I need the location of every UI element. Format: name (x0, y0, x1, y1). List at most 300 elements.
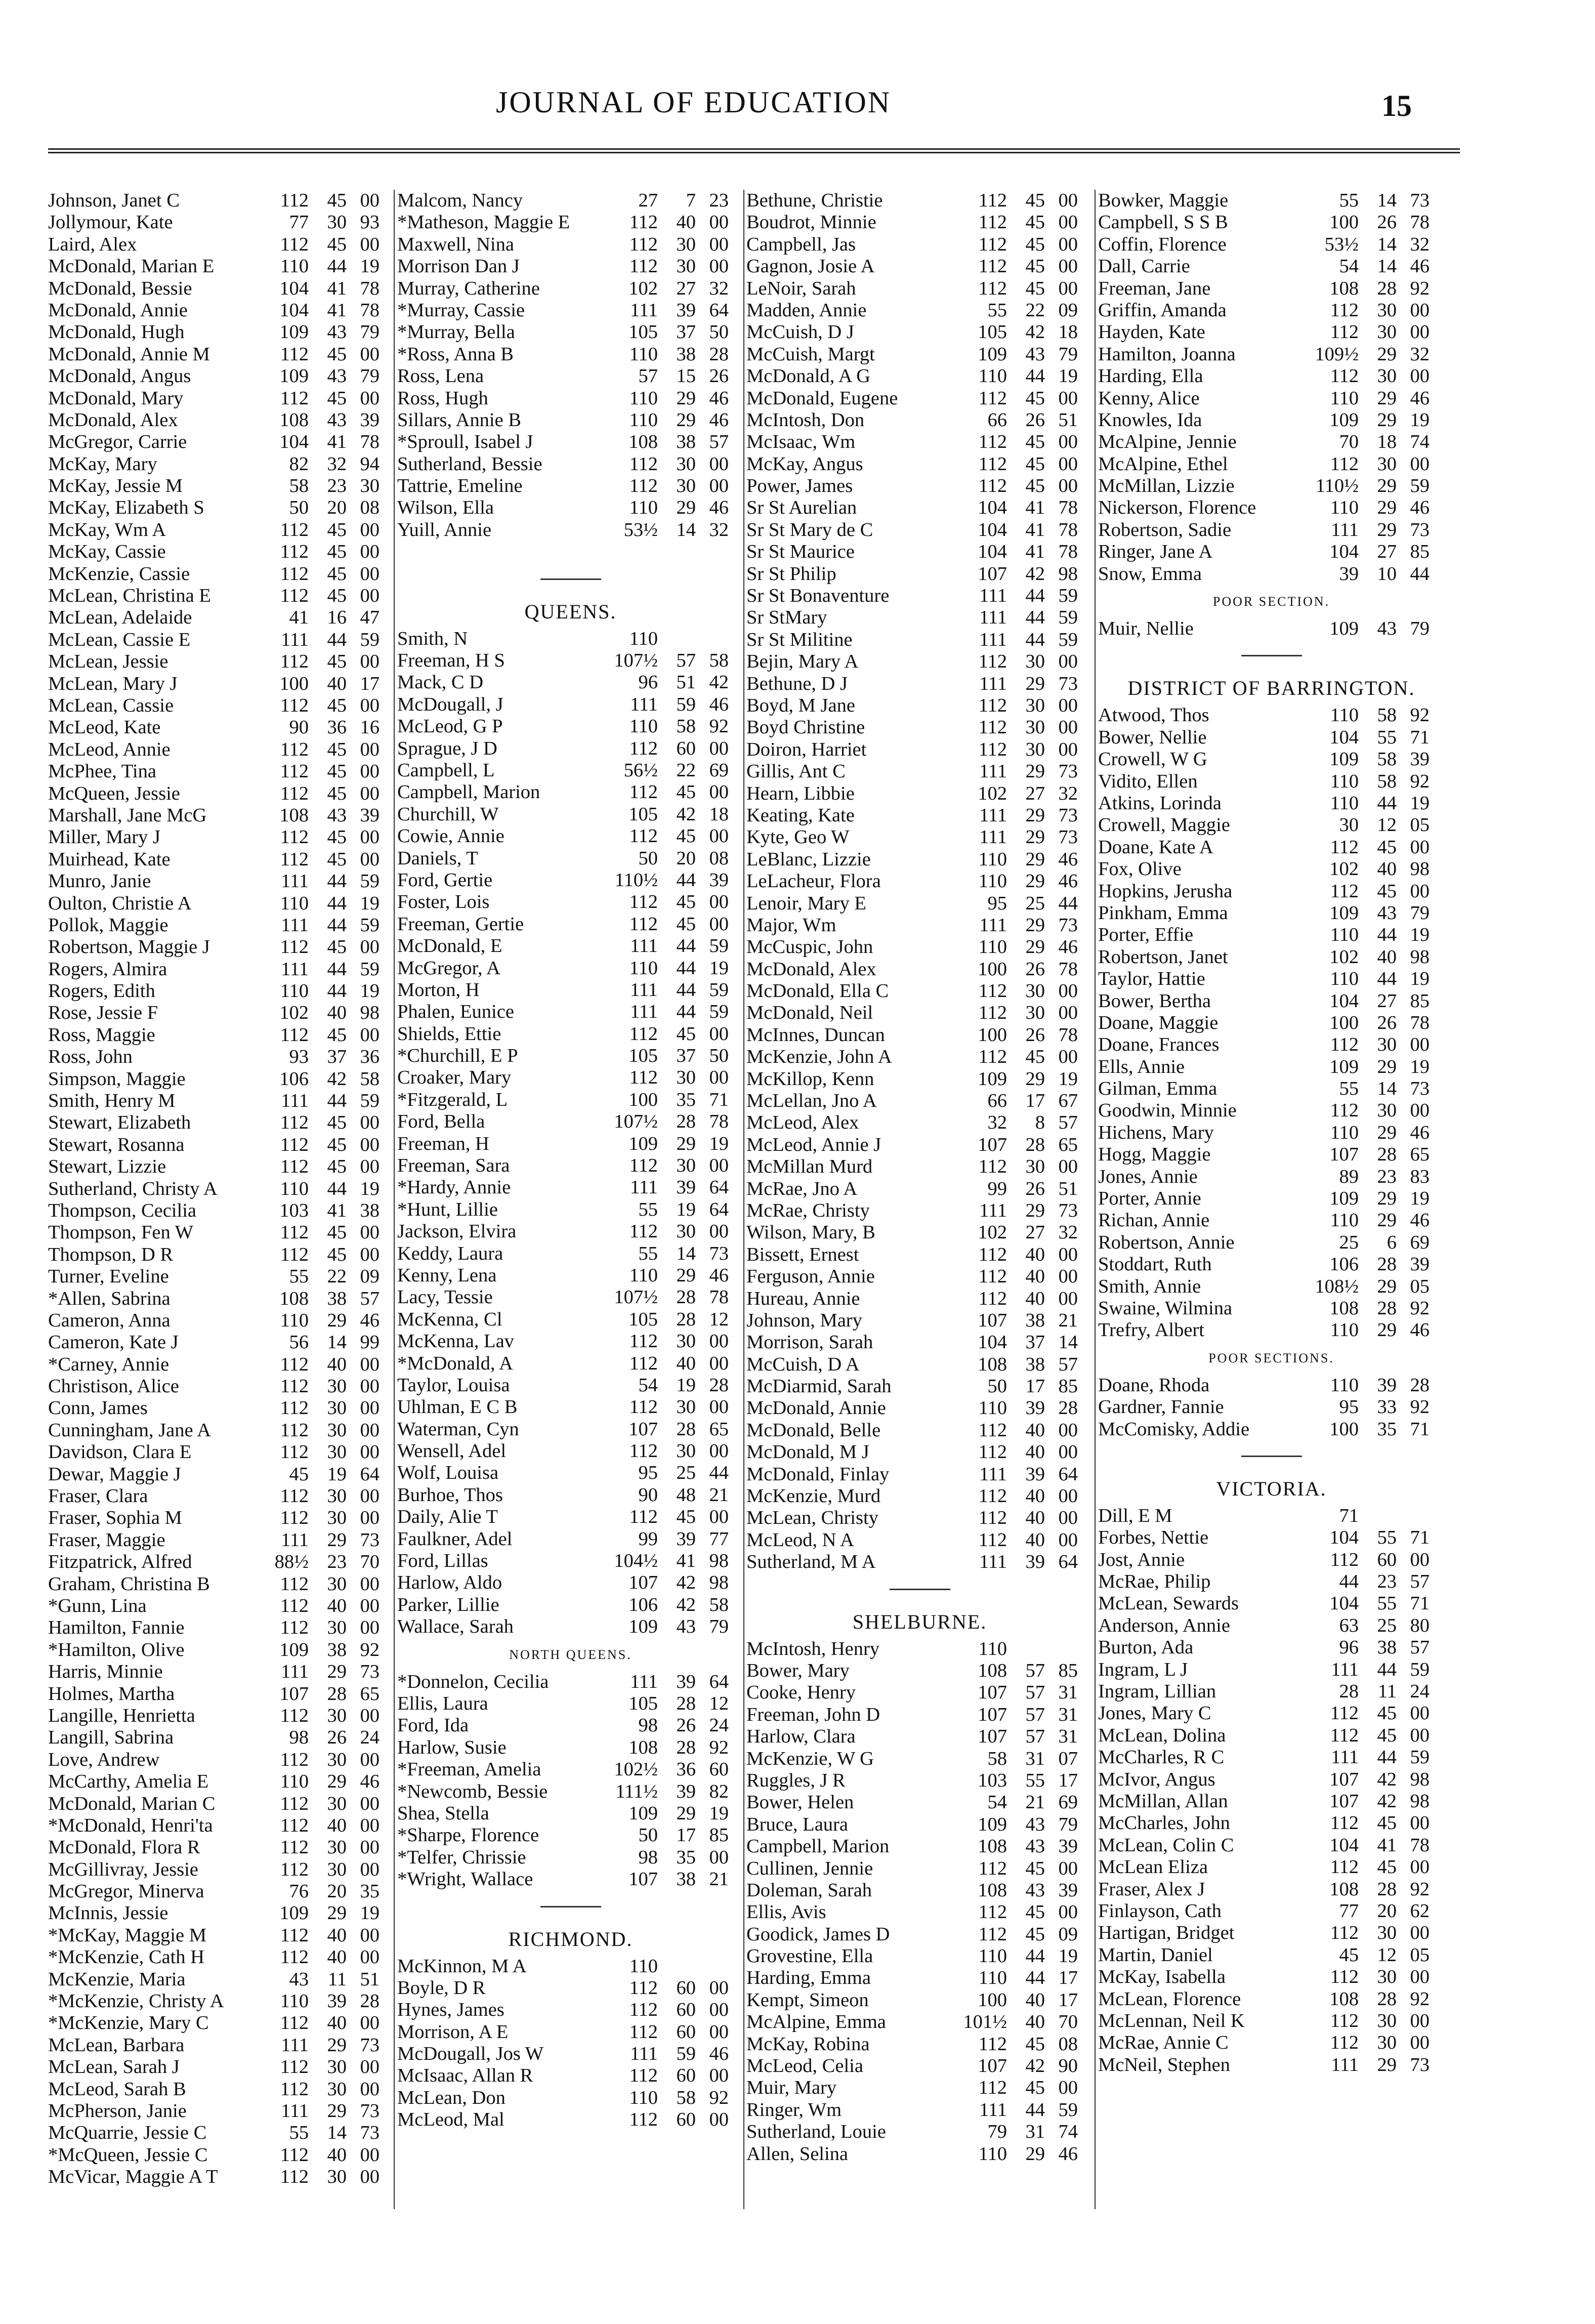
grant-cents: 79 (1410, 902, 1430, 924)
table-row (48, 739, 395, 761)
grant-dollars: 20 (676, 847, 696, 869)
grant-dollars: 14 (1377, 256, 1397, 277)
grant-dollars: 45 (1025, 2033, 1045, 2055)
table-row (397, 2065, 744, 2087)
days-taught: 44 (1339, 1571, 1359, 1593)
grant-cents: 73 (1410, 519, 1430, 541)
table-row (397, 1353, 744, 1375)
teacher-name: *Gunn, Lina (48, 1595, 147, 1616)
grant-dollars: 44 (1025, 1967, 1045, 1989)
days-taught: 112 (978, 738, 1007, 760)
table-row (48, 1002, 395, 1024)
teacher-name: McLean, Cassie (48, 694, 174, 716)
teacher-name: LeLacheur, Flora (746, 870, 881, 892)
table-row (746, 475, 1093, 497)
days-taught: 104 (978, 541, 1007, 563)
days-taught: 110 (280, 892, 309, 914)
grant-cents: 59 (1410, 1747, 1430, 1768)
days-taught: 112 (629, 737, 658, 759)
grant-cents: 39 (1410, 749, 1430, 770)
grant-cents: 39 (360, 409, 380, 431)
grant-cents: 00 (360, 1793, 380, 1814)
grant-cents: 46 (1410, 1319, 1430, 1341)
table-row (746, 431, 1093, 453)
teacher-name: McIsaac, Allan R (397, 2065, 533, 2087)
teacher-name: Rogers, Almira (48, 958, 167, 980)
grant-dollars: 40 (327, 1946, 347, 1968)
days-taught: 105 (628, 1045, 658, 1067)
grant-cents: 08 (709, 847, 729, 869)
grant-cents: 21 (1058, 1309, 1078, 1331)
grant-dollars: 28 (327, 1683, 347, 1705)
table-row (746, 1770, 1093, 1792)
grant-dollars: 45 (327, 651, 347, 673)
grant-cents: 32 (1058, 1222, 1078, 1243)
grant-dollars: 43 (327, 365, 347, 387)
grant-cents: 59 (1410, 1658, 1430, 1680)
grant-dollars: 39 (676, 299, 696, 321)
grant-dollars: 30 (327, 2056, 347, 2078)
grant-dollars: 55 (1377, 1527, 1397, 1549)
table-row (397, 1484, 744, 1506)
grant-cents: 78 (1410, 212, 1430, 233)
grant-cents: 00 (709, 453, 729, 475)
table-row (746, 849, 1093, 870)
grant-dollars: 44 (327, 629, 347, 650)
days-taught: 109 (1329, 409, 1359, 431)
grant-dollars: 60 (676, 1999, 696, 2021)
days-taught: 100 (1329, 212, 1359, 233)
teacher-name: McLeod, Sarah B (48, 2078, 186, 2100)
grant-dollars: 55 (1377, 1593, 1397, 1614)
grant-dollars: 27 (1377, 541, 1397, 563)
table-row (48, 475, 395, 497)
table-row (397, 2021, 744, 2043)
grant-cents: 78 (1058, 958, 1078, 980)
days-taught: 112 (280, 1353, 309, 1375)
grant-cents: 59 (1058, 2099, 1078, 2121)
days-taught: 104 (279, 299, 309, 321)
teacher-name: Campbell, L (397, 759, 495, 781)
teacher-name: McIntosh, Don (746, 409, 865, 431)
header-rule-top (48, 148, 1460, 150)
grant-cents: 12 (709, 1693, 729, 1714)
teacher-name: McGillivray, Jessie (48, 1858, 198, 1880)
teacher-name: Sr St Philip (746, 563, 836, 585)
grant-cents: 39 (360, 804, 380, 826)
days-taught: 112 (280, 2012, 309, 2034)
days-taught: 102 (978, 1222, 1007, 1243)
grant-dollars: 38 (676, 431, 696, 453)
teacher-name: Tattrie, Emeline (397, 475, 523, 497)
grant-cents: 46 (709, 693, 729, 715)
days-taught: 107 (978, 1704, 1007, 1725)
teacher-name: Smith, Annie (1098, 1275, 1201, 1297)
grant-cents: 85 (709, 1824, 729, 1846)
days-taught: 112 (978, 1529, 1007, 1551)
grant-dollars: 44 (676, 1001, 696, 1023)
teacher-name: *McDonald, A (397, 1352, 513, 1374)
table-row (1098, 1056, 1445, 1078)
teacher-name: Simpson, Maggie (48, 1068, 186, 1090)
days-taught: 107 (628, 1418, 658, 1440)
grant-dollars: 37 (676, 321, 696, 343)
grant-cents: 39 (1058, 1879, 1078, 1901)
days-taught: 102½ (614, 1759, 658, 1780)
grant-dollars: 58 (1377, 749, 1397, 770)
teacher-name: Freeman, Jane (1098, 277, 1211, 299)
grant-cents: 32 (1058, 782, 1078, 804)
grant-dollars: 29 (1377, 1210, 1397, 1231)
grant-cents: 00 (1410, 1812, 1430, 1834)
table-row (397, 2087, 744, 2109)
grant-cents: 73 (1058, 673, 1078, 694)
teacher-name: Doleman, Sarah (746, 1879, 872, 1901)
grant-dollars: 40 (676, 1352, 696, 1374)
teacher-name: Ingram, Lillian (1098, 1681, 1216, 1703)
days-taught: 112 (978, 387, 1007, 409)
teacher-name: Freeman, John D (746, 1704, 880, 1725)
table-row (1098, 749, 1445, 770)
teacher-name: McLean, Don (397, 2087, 506, 2108)
grant-dollars: 45 (676, 1506, 696, 1528)
grant-cents: 19 (360, 892, 380, 914)
days-taught: 104 (1329, 541, 1359, 563)
table-row (1098, 858, 1445, 880)
table-row (397, 1331, 744, 1352)
grant-cents: 16 (360, 717, 380, 738)
grant-cents: 00 (360, 1749, 380, 1770)
days-taught: 107 (1329, 1791, 1359, 1812)
days-taught: 112 (280, 1243, 309, 1265)
table-row (1098, 1012, 1445, 1034)
days-taught: 112 (280, 761, 309, 782)
days-taught: 112 (1330, 1922, 1359, 1944)
grant-cents: 59 (1058, 585, 1078, 607)
grant-dollars: 29 (1025, 2143, 1045, 2165)
grant-dollars: 43 (1377, 618, 1397, 640)
grant-cents: 39 (1058, 1836, 1078, 1857)
teacher-name: Johnson, Mary (746, 1309, 862, 1331)
grant-cents: 67 (1058, 1090, 1078, 1112)
teacher-name: Bowker, Maggie (1098, 190, 1229, 211)
column-divider (394, 190, 395, 2209)
grant-dollars: 57 (1025, 1704, 1045, 1725)
grant-dollars: 45 (1025, 475, 1045, 497)
grant-cents: 73 (1410, 190, 1430, 211)
grant-cents: 79 (1410, 618, 1430, 640)
teacher-name: Freeman, Sara (397, 1155, 510, 1177)
subsection-heading: POOR SECTIONS. (1208, 1350, 1334, 1365)
days-taught: 112 (629, 891, 658, 913)
table-row (397, 694, 744, 716)
teacher-name: Jones, Mary C (1098, 1703, 1211, 1724)
days-taught: 112 (629, 2109, 658, 2131)
grant-dollars: 30 (1377, 2032, 1397, 2054)
days-taught: 66 (987, 409, 1007, 431)
grant-cents: 82 (709, 1780, 729, 1802)
teacher-name: McDonald, Eugene (746, 387, 898, 409)
table-row (1098, 1725, 1445, 1747)
grant-dollars: 59 (676, 693, 696, 715)
table-row (1098, 1527, 1445, 1549)
grant-cents: 64 (360, 1463, 380, 1485)
grant-dollars: 22 (1025, 299, 1045, 321)
grant-dollars: 45 (1377, 1703, 1397, 1724)
table-row (397, 1977, 744, 1999)
grant-cents: 17 (360, 673, 380, 694)
table-row (397, 475, 744, 497)
table-row (746, 1354, 1093, 1376)
teacher-name: McKillop, Kenn (746, 1068, 874, 1090)
grant-dollars: 23 (327, 1551, 347, 1573)
teacher-name: McDonald, Annie (746, 1397, 886, 1419)
days-taught: 112 (1330, 1100, 1359, 1122)
grant-dollars: 42 (1025, 563, 1045, 585)
teacher-name: McMillan, Allan (1098, 1791, 1228, 1812)
table-row (48, 1902, 395, 1924)
grant-cents: 23 (709, 190, 729, 211)
grant-dollars: 30 (676, 1396, 696, 1418)
table-row (397, 935, 744, 957)
grant-cents: 00 (1058, 2077, 1078, 2099)
grant-cents: 90 (1058, 2055, 1078, 2077)
days-taught: 27 (638, 190, 658, 211)
grant-cents: 98 (709, 1550, 729, 1572)
days-taught: 109 (628, 1802, 658, 1824)
table-row (1098, 1210, 1445, 1231)
grant-cents: 31 (1058, 1704, 1078, 1725)
table-row (48, 234, 395, 256)
days-taught: 110 (280, 256, 309, 277)
grant-dollars: 44 (676, 957, 696, 979)
teacher-name: Grovestine, Ella (746, 1945, 873, 1967)
grant-dollars: 30 (327, 2078, 347, 2100)
grant-cents: 00 (709, 2065, 729, 2087)
teacher-name: Muir, Nellie (1098, 618, 1194, 640)
table-row (1098, 1966, 1445, 1988)
grant-dollars: 26 (1377, 212, 1397, 233)
grant-dollars: 44 (676, 869, 696, 891)
days-taught: 107½ (614, 1286, 658, 1308)
grant-cents: 07 (1058, 1748, 1078, 1769)
teacher-name: Wilson, Ella (397, 497, 494, 519)
grant-dollars: 45 (327, 761, 347, 782)
teacher-name: Bethune, Christie (746, 190, 883, 211)
days-taught: 112 (978, 1857, 1007, 1879)
grant-dollars: 29 (327, 1529, 347, 1551)
days-taught: 110 (280, 1309, 309, 1331)
grant-dollars: 30 (1377, 365, 1397, 387)
teacher-name: Langille, Henrietta (48, 1705, 195, 1726)
teacher-name: Love, Andrew (48, 1749, 160, 1770)
teacher-name: *Donnelon, Cecilia (397, 1671, 549, 1692)
grant-cents: 70 (1058, 2011, 1078, 2033)
grant-cents: 00 (1410, 321, 1430, 343)
days-taught: 109½ (1315, 343, 1359, 365)
grant-cents: 73 (1410, 1078, 1430, 1100)
table-row (1098, 902, 1445, 924)
grant-dollars: 37 (327, 1046, 347, 1068)
days-taught: 111 (281, 1661, 309, 1683)
table-row (397, 1243, 744, 1265)
grant-cents: 79 (1058, 343, 1078, 365)
teacher-name: Uhlman, E C B (397, 1396, 518, 1418)
days-taught: 111 (630, 935, 658, 957)
grant-dollars: 57 (676, 650, 696, 672)
grant-dollars: 17 (676, 1824, 696, 1846)
table-row (1098, 1659, 1445, 1681)
grant-cents: 00 (1410, 1922, 1430, 1944)
days-taught: 112 (280, 1573, 309, 1595)
grant-cents: 80 (1410, 1614, 1430, 1636)
teacher-name: Thompson, Cecilia (48, 1199, 196, 1221)
days-taught: 112 (280, 1924, 309, 1946)
grant-dollars: 41 (327, 299, 347, 321)
grant-dollars: 44 (327, 1090, 347, 1112)
teacher-name: Boudrot, Minnie (746, 212, 876, 233)
grant-dollars: 29 (327, 1771, 347, 1793)
grant-dollars: 45 (1025, 256, 1045, 277)
grant-dollars: 40 (327, 1595, 347, 1616)
grant-dollars: 37 (676, 1045, 696, 1067)
grant-cents: 46 (360, 1309, 380, 1331)
grant-dollars: 45 (1025, 1857, 1045, 1879)
table-row (397, 914, 744, 935)
table-row (48, 1310, 395, 1332)
table-row (48, 1925, 395, 1946)
teacher-name: Holmes, Martha (48, 1683, 175, 1705)
table-row (397, 1133, 744, 1155)
grant-dollars: 39 (676, 1177, 696, 1198)
days-taught: 112 (280, 936, 309, 958)
teacher-name: McRae, Philip (1098, 1571, 1211, 1593)
grant-cents: 46 (709, 2043, 729, 2065)
days-taught: 103 (279, 1199, 309, 1221)
teacher-name: Gilman, Emma (1098, 1078, 1218, 1100)
grant-dollars: 29 (676, 497, 696, 519)
grant-cents: 05 (1410, 814, 1430, 836)
grant-dollars: 57 (1025, 1726, 1045, 1748)
days-taught: 110 (280, 1771, 309, 1793)
spacer (397, 541, 744, 563)
grant-cents: 58 (709, 650, 729, 672)
table-row (48, 256, 395, 277)
grant-dollars: 19 (676, 1198, 696, 1220)
grant-dollars: 26 (1025, 958, 1045, 980)
table-row (397, 212, 744, 233)
days-taught: 111 (281, 914, 309, 936)
days-taught: 108 (978, 1353, 1007, 1375)
grant-cents: 24 (709, 1715, 729, 1736)
table-row (48, 519, 395, 541)
table-row (1098, 1144, 1445, 1166)
days-taught: 71 (1339, 1505, 1359, 1526)
days-taught: 107 (978, 563, 1007, 585)
teacher-name: Dall, Carrie (1098, 256, 1190, 277)
table-row (746, 1901, 1093, 1923)
teacher-name: McGregor, A (397, 957, 500, 979)
table-row (397, 256, 744, 277)
days-taught: 112 (280, 1112, 309, 1134)
section-divider (540, 1906, 601, 1907)
grant-dollars: 19 (676, 1374, 696, 1396)
teacher-name: Dill, E M (1098, 1505, 1172, 1526)
table-row (746, 388, 1093, 409)
grant-dollars: 14 (327, 2122, 347, 2144)
grant-dollars: 29 (327, 2100, 347, 2122)
days-taught: 112 (629, 1506, 658, 1528)
teacher-name: Marshall, Jane McG (48, 804, 207, 826)
grant-dollars: 29 (1025, 804, 1045, 826)
grant-cents: 09 (1058, 299, 1078, 321)
teacher-name: Sr StMary (746, 607, 827, 629)
days-taught: 109 (978, 1813, 1007, 1835)
days-taught: 56 (289, 1332, 309, 1353)
teacher-name: McKay, Angus (746, 453, 863, 475)
days-taught: 105 (628, 321, 658, 343)
table-row (397, 431, 744, 453)
table-row (1098, 1166, 1445, 1188)
teacher-name: McLean, Jessie (48, 651, 169, 673)
teacher-name: McKenzie, Murd (746, 1485, 881, 1507)
grant-dollars: 41 (327, 1199, 347, 1221)
grant-dollars: 40 (1025, 1419, 1045, 1441)
days-taught: 110 (1330, 1319, 1359, 1341)
grant-cents: 00 (1058, 1507, 1078, 1529)
grant-cents: 51 (360, 1968, 380, 1990)
grant-dollars: 30 (1025, 1156, 1045, 1178)
teacher-name: McDonald, Hugh (48, 321, 185, 343)
grant-cents: 36 (360, 1046, 380, 1068)
table-row (746, 1880, 1093, 1901)
teacher-name: Kenny, Alice (1098, 387, 1200, 409)
grant-dollars: 45 (327, 190, 347, 211)
section-divider (1241, 655, 1302, 656)
teacher-name: Cunningham, Jane A (48, 1419, 211, 1441)
grant-dollars: 29 (327, 1309, 347, 1331)
teacher-name: Hureau, Annie (746, 1288, 860, 1309)
table-row (397, 1111, 744, 1133)
grant-dollars: 30 (327, 1837, 347, 1858)
grant-dollars: 40 (327, 2144, 347, 2166)
grant-cents: 46 (1410, 387, 1430, 409)
grant-dollars: 38 (1025, 1309, 1045, 1331)
teacher-name: McDonald, A G (746, 365, 870, 387)
table-row (1098, 365, 1445, 387)
table-row (1098, 321, 1445, 343)
days-taught: 45 (289, 1463, 309, 1485)
days-taught: 112 (978, 1243, 1007, 1265)
table-row (48, 541, 395, 563)
column-divider (1095, 190, 1096, 2209)
grant-dollars: 30 (327, 212, 347, 233)
teacher-name: Harding, Emma (746, 1967, 871, 1989)
teacher-name: McKenna, Lav (397, 1331, 514, 1352)
grant-cents: 00 (360, 826, 380, 848)
table-row (746, 519, 1093, 541)
days-taught: 112 (280, 387, 309, 409)
grant-dollars: 30 (1025, 738, 1045, 760)
grant-cents: 73 (709, 1242, 729, 1264)
table-row (48, 1200, 395, 1222)
days-taught: 112 (978, 1485, 1007, 1507)
table-row (48, 431, 395, 453)
teacher-name: Hamilton, Fannie (48, 1617, 185, 1639)
teacher-name: *Fitzgerald, L (397, 1089, 508, 1110)
grant-cents: 00 (1410, 2010, 1430, 2031)
grant-cents: 46 (360, 1771, 380, 1793)
